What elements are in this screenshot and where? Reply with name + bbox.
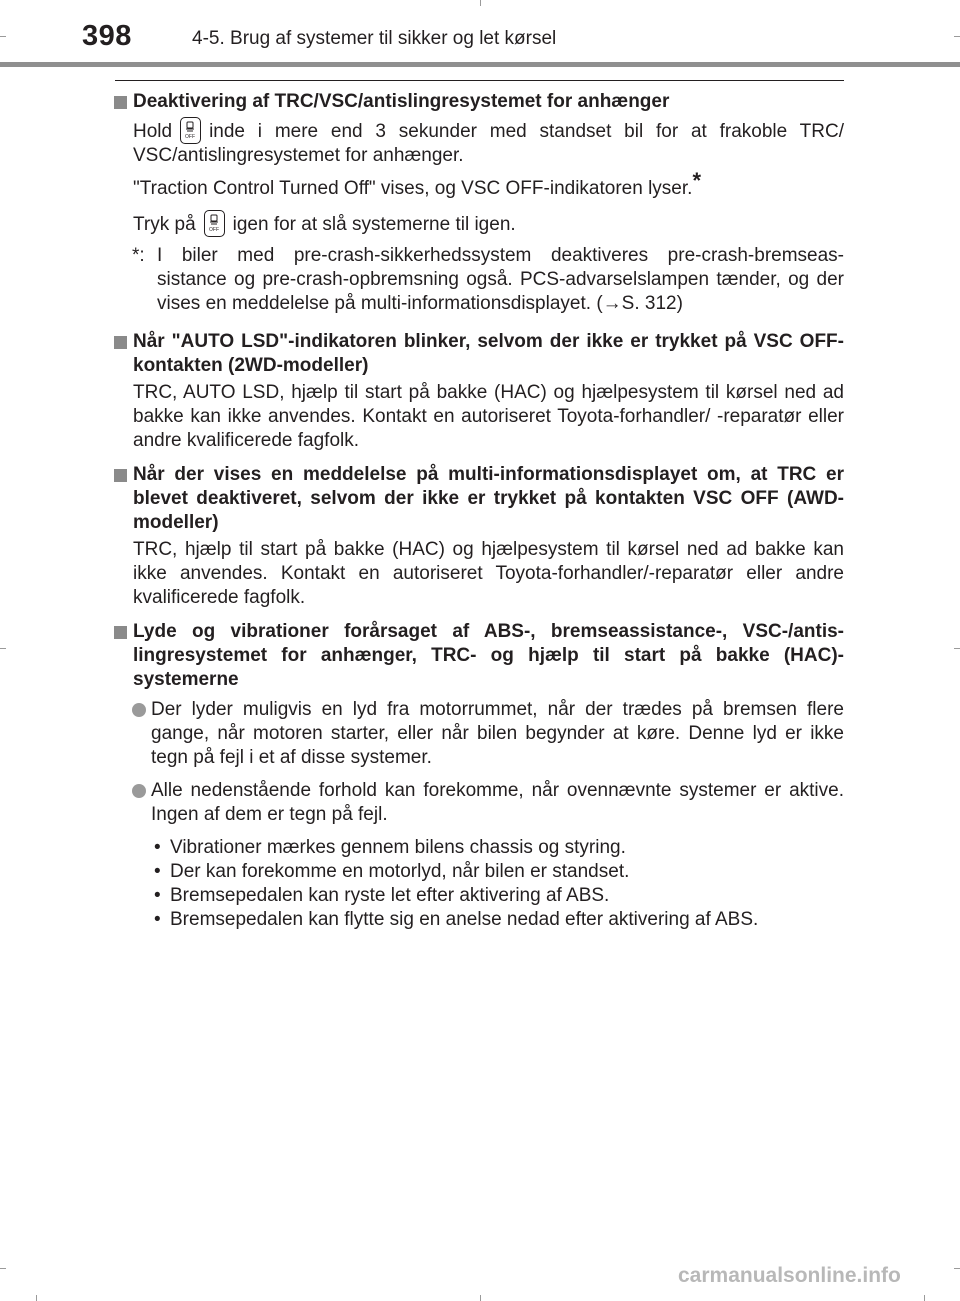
footnote-mark: *: xyxy=(132,245,145,266)
circle-bullet-icon xyxy=(132,703,146,717)
sub-list-item: • Bremsepedalen kan flytte sig en anelse nedad efter aktivering af ABS. xyxy=(154,909,759,930)
circle-bullet-icon xyxy=(132,784,146,798)
paragraph-hold-button: Hold OFF inde i mere end 3 sekunder med standset bil for at frakoble TRC/ VSC/antislingresystemet for anhænger. xyxy=(113,117,844,168)
header-rule xyxy=(0,62,960,67)
dot-bullet-icon: • xyxy=(154,837,161,858)
paragraph-trc-message: TRC, hjælp til start på bakke (HAC) og hjælpesystem til kørsel ned ad bakke kan ikke anvendes. Kontakt en autoriseret Toyota-forhandler/-reparatør eller andre kvalificerede fagfolk. xyxy=(133,539,844,608)
sub-list-item: • Der kan forekomme en motorlyd, når bilen er standset. xyxy=(154,861,630,882)
crop-mark-left-bottom xyxy=(0,1268,6,1269)
watermark: carmanualsonline.info xyxy=(678,1264,901,1287)
page-content xyxy=(113,90,844,932)
footnote-star: * xyxy=(692,168,701,193)
crop-mark-bottom-right xyxy=(924,1295,925,1301)
content-top-rule xyxy=(115,80,844,81)
page-number: 398 xyxy=(82,20,132,52)
sub-list xyxy=(113,836,844,932)
list-item: Alle nedenstående forhold kan forekomme, når ovennævnte systemer er aktive. Ingen af dem er tegn på fejl. xyxy=(113,779,844,827)
paragraph-auto-lsd: TRC, AUTO LSD, hjælp til start på bakke (HAC) og hjælpesystem til kørsel ned ad bakke kan ikke anvendes. Kontakt en autoriseret Toyota-forhandler/ -reparatør eller andre kvalificerede fagfolk. xyxy=(133,382,844,451)
sub-list-item: • Vibrationer mærkes gennem bilens chassis og styring. xyxy=(154,837,626,858)
dot-bullet-icon: • xyxy=(154,861,161,882)
paragraph-traction-message: "Traction Control Turned Off" vises, og VSC OFF-indikatoren lyser.* xyxy=(133,168,701,199)
square-bullet-icon xyxy=(114,96,127,109)
dot-bullet-icon: • xyxy=(154,885,161,906)
crop-mark-right-bottom xyxy=(954,1268,960,1269)
svg-text:OFF: OFF xyxy=(185,134,196,140)
crop-mark-left-top xyxy=(0,36,6,37)
square-bullet-icon xyxy=(114,626,127,639)
crop-mark-right-mid xyxy=(954,648,960,649)
paragraph-press-again: Tryk på OFF igen for at slå systemerne til igen. xyxy=(113,210,844,237)
vsc-off-button-icon xyxy=(180,117,201,144)
crop-mark-bottom-left xyxy=(36,1295,37,1301)
section-heading-trc-message: Når der vises en meddelelse på multi-informationsdisplayet om, at TRC er blevet deaktiveret, selvom der ikke er trykket på kontakten VSC OFF (AWD-modeller) xyxy=(113,463,844,535)
footnote: *: I biler med pre-crash-sikkerhedssystem deaktiveres pre-crash-bremseas- sistance og pre-crash-opbremsning også. PCS-advarselslampen tænder, og der vises en meddelelse på multi-informationsdisplayet. (→S. 312) xyxy=(132,245,844,314)
vsc-off-button-icon xyxy=(204,210,225,237)
arrow-right-icon: → xyxy=(602,293,622,314)
crop-mark-top-mid xyxy=(480,0,481,6)
crop-mark-right-top xyxy=(954,36,960,37)
page-reference-link[interactable]: S. 312) xyxy=(621,293,683,314)
section-heading-auto-lsd: Når "AUTO LSD"-indikatoren blinker, selvom der ikke er trykket på VSC OFF-kontakten (2WD-modeller) xyxy=(113,330,844,378)
svg-text:OFF: OFF xyxy=(208,227,219,233)
square-bullet-icon xyxy=(114,336,127,349)
square-bullet-icon xyxy=(114,469,127,482)
dot-bullet-icon: • xyxy=(154,909,161,930)
section-heading-trc-deactivation: Deaktivering af TRC/VSC/antislingresystemet for anhænger xyxy=(113,90,844,114)
section-title: 4-5. Brug af systemer til sikker og let kørsel xyxy=(192,28,557,49)
section-heading-sounds-vibrations: Lyde og vibrationer forårsaget af ABS-, bremseassistance-, VSC-/antis- lingresystemet for anhænger, TRC- og hjælp til start på bakke (HAC)- systemerne xyxy=(113,620,844,692)
list-item: Der lyder muligvis en lyd fra motorrummet, når der trædes på bremsen flere gange, når motoren starter, eller når bilen begynder at køre. Denne lyd er ikke tegn på fejl i et af disse systemer. xyxy=(113,698,844,770)
crop-mark-bottom-mid xyxy=(480,1295,481,1301)
crop-mark-left-mid xyxy=(0,648,6,649)
sub-list-item: • Bremsepedalen kan ryste let efter aktivering af ABS. xyxy=(154,885,610,906)
